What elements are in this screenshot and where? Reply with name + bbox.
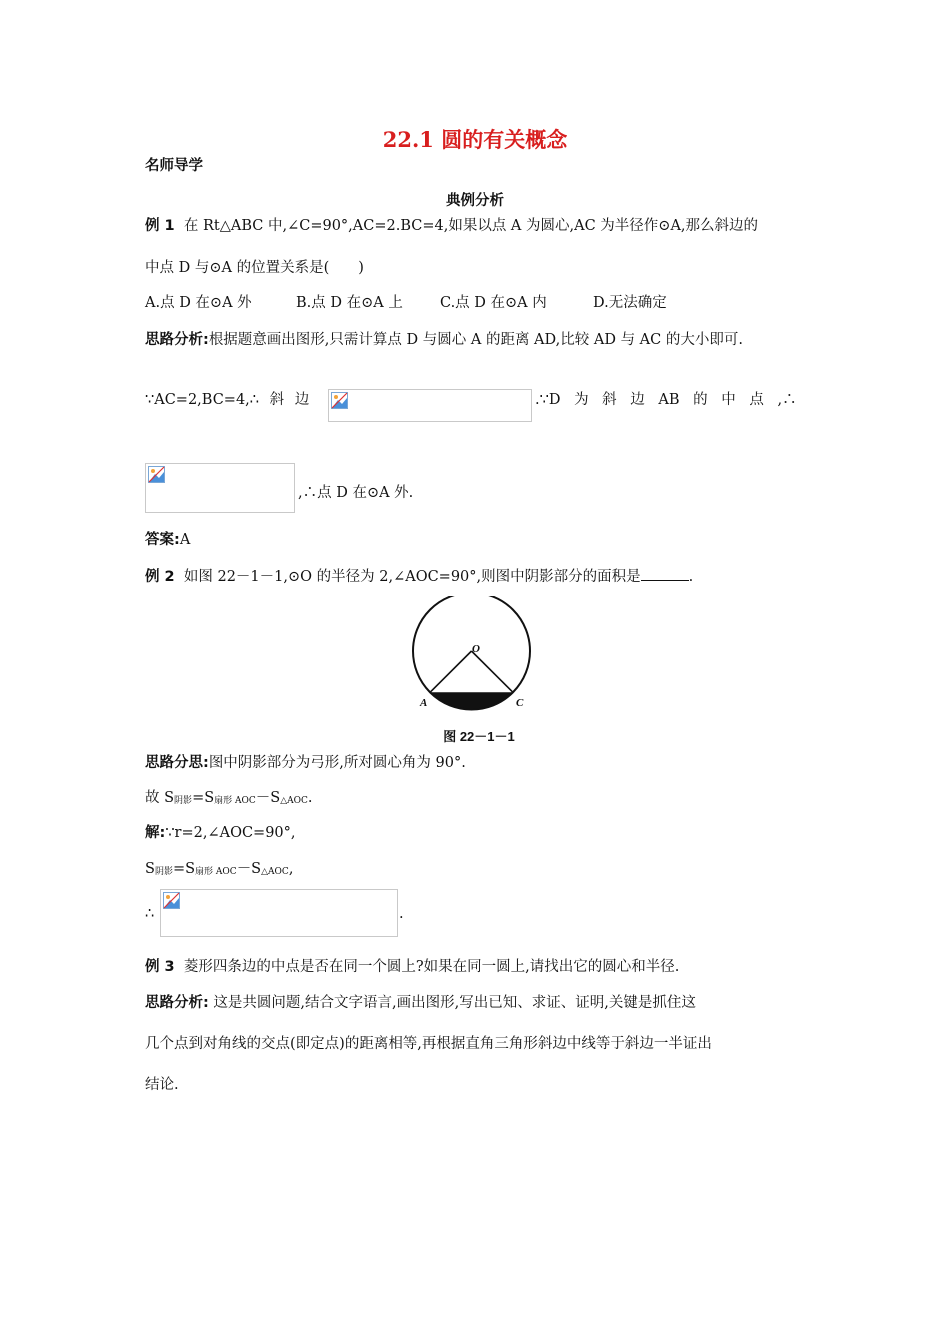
option-a: A.点 D 在⊙A 外 xyxy=(145,295,252,311)
broken-image-icon xyxy=(163,892,180,909)
example-3-label: 例 3 xyxy=(145,959,175,975)
broken-image-formula-1 xyxy=(328,389,532,422)
formula-text: 故 S xyxy=(145,790,175,806)
example-3-analysis-line2: 几个点到对角线的交点(即定点)的距离相等,再根据直角三角形斜边中线等于斜边一半证出 xyxy=(145,1036,712,1052)
example-2-solution xyxy=(145,821,296,842)
formula-end-period: . xyxy=(399,906,404,922)
option-d: D.无法确定 xyxy=(593,295,667,311)
formula-text: =S xyxy=(192,790,215,806)
example-1-line2: 中点 D 与⊙A 的位置关系是( ) xyxy=(145,260,364,276)
figure-22-1-1 xyxy=(410,596,542,746)
broken-image-formula-2 xyxy=(145,463,295,513)
solution-label: 解: xyxy=(145,825,166,841)
answer-value: A xyxy=(179,532,191,548)
solution-part-c: ,∴点 D 在⊙A 外. xyxy=(298,485,414,501)
example-3-question xyxy=(145,955,679,976)
subscript-shaded: 阴影 xyxy=(154,867,173,877)
section-heading-guide: 名师导学 xyxy=(145,158,203,174)
answer-label: 答案: xyxy=(145,532,180,548)
example-2-question xyxy=(145,565,693,586)
option-c: C.点 D 在⊙A 内 xyxy=(440,295,547,311)
broken-image-icon xyxy=(148,466,165,483)
solution-text: ∵r=2,∠AOC=90°, xyxy=(165,825,296,841)
formula-line-2 xyxy=(145,857,293,878)
broken-image-icon xyxy=(331,392,348,409)
label-c: C xyxy=(516,697,524,709)
label-a: A xyxy=(420,697,428,709)
figure-caption: 图 22－1－1 xyxy=(443,729,515,744)
analysis-text: 根据题意画出图形,只需计算点 D 与圆心 A 的距离 AD,比较 AD 与 AC 的大小即可. xyxy=(208,332,743,348)
formula-text: S xyxy=(145,861,155,877)
radius-oa xyxy=(430,651,471,692)
solution-part-a: ∵AC=2,BC=4,∴ 斜 边 xyxy=(145,392,310,408)
subscript-triangle: △AOC xyxy=(280,796,308,806)
formula-text: , xyxy=(288,861,294,877)
broken-image-formula-3 xyxy=(160,889,398,937)
example-1-line1 xyxy=(145,214,758,235)
answer-blank xyxy=(641,568,689,581)
subscript-shaded: 阴影 xyxy=(174,796,193,806)
example-3-analysis-line3: 结论. xyxy=(145,1077,179,1093)
analysis-label: 思路分思: xyxy=(145,755,209,771)
page-title: 22.1 圆的有关概念 xyxy=(382,127,568,152)
label-o: O xyxy=(472,643,480,655)
analysis-text: 这是共圆问题,结合文字语言,画出图形,写出已知、求证、证明,关键是抓住这 xyxy=(213,995,696,1011)
example-2-text: 如图 22－1－1,⊙O 的半径为 2,∠AOC=90°,则图中阴影部分的面积是 xyxy=(183,569,641,585)
example-2-analysis xyxy=(145,751,466,772)
example-1-answer xyxy=(145,528,190,549)
formula-text: . xyxy=(307,790,313,806)
example-1-text: 在 Rt△ABC 中,∠C=90°,AC=2.BC=4,如果以点 A 为圆心,AC 为半径作⊙A,那么斜边的 xyxy=(183,218,759,234)
subscript-sector: 扇形 AOC xyxy=(195,867,237,877)
solution-part-b: .∵D 为 斜 边 AB 的 中 点 ,∴ xyxy=(535,392,797,408)
analysis-label: 思路分析: xyxy=(145,332,209,348)
example-2-label: 例 2 xyxy=(145,569,175,585)
subscript-sector: 扇形 AOC xyxy=(214,796,256,806)
analysis-label: 思路分析: xyxy=(145,995,209,1011)
section-heading-examples: 典例分析 xyxy=(446,193,504,209)
example-3-text: 菱形四条边的中点是否在同一个圆上?如果在同一圆上,请找出它的圆心和半径. xyxy=(183,959,680,975)
analysis-text: 图中阴影部分为弓形,所对圆心角为 90°. xyxy=(208,755,466,771)
formula-text: =S xyxy=(172,861,196,877)
radius-oc xyxy=(472,651,513,692)
example-2-period: . xyxy=(688,569,694,585)
formula-text: －S xyxy=(255,790,281,806)
example-1-analysis xyxy=(145,328,743,349)
subscript-triangle: △AOC xyxy=(261,867,289,877)
example-1-label: 例 1 xyxy=(145,218,175,234)
example-3-analysis-line1 xyxy=(145,991,696,1012)
option-b: B.点 D 在⊙A 上 xyxy=(296,295,403,311)
therefore-symbol: ∴ xyxy=(145,906,155,922)
formula-line-1 xyxy=(145,786,313,807)
formula-text: －S xyxy=(236,861,262,877)
